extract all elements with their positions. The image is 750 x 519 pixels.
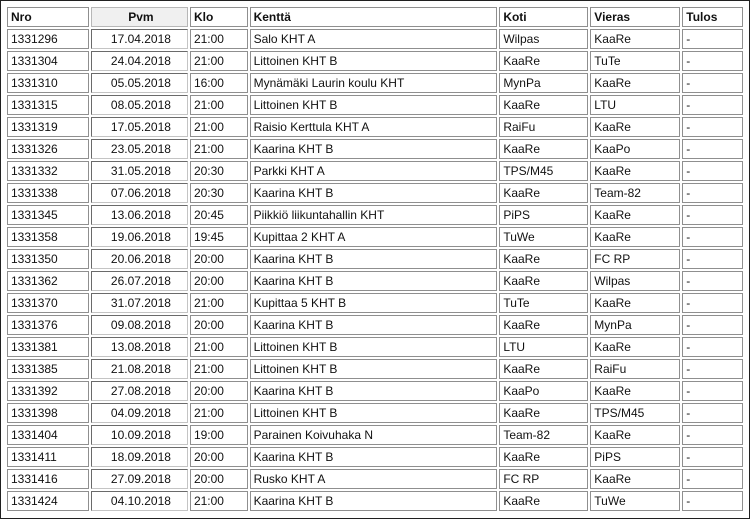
cell-vieras: KaaRe <box>590 29 680 49</box>
cell-kentta: Raisio Kerttula KHT A <box>250 117 498 137</box>
cell-tulos: - <box>682 403 743 423</box>
table-row <box>7 337 743 357</box>
cell-kentta: Littoinen KHT B <box>250 95 498 115</box>
cell-koti: KaaRe <box>499 491 588 511</box>
cell-vieras: KaaPo <box>590 139 680 159</box>
cell-klo: 19:45 <box>190 227 248 247</box>
cell-tulos: - <box>682 95 743 115</box>
cell-nro: 1331404 <box>7 425 89 445</box>
cell-pvm: 26.07.2018 <box>91 271 188 291</box>
cell-kentta: Kaarina KHT B <box>250 315 498 335</box>
cell-tulos: - <box>682 469 743 489</box>
cell-koti: FC RP <box>499 469 588 489</box>
cell-vieras: TuWe <box>590 491 680 511</box>
cell-kentta: Parkki KHT A <box>250 161 498 181</box>
cell-pvm: 10.09.2018 <box>91 425 188 445</box>
cell-kentta: Kaarina KHT B <box>250 491 498 511</box>
cell-nro: 1331381 <box>7 337 89 357</box>
cell-koti: TuWe <box>499 227 588 247</box>
table-row <box>7 359 743 379</box>
cell-pvm: 17.05.2018 <box>91 117 188 137</box>
table-row <box>7 95 743 115</box>
cell-tulos: - <box>682 161 743 181</box>
cell-kentta: Littoinen KHT B <box>250 403 498 423</box>
cell-kentta: Littoinen KHT B <box>250 337 498 357</box>
table-row <box>7 491 743 511</box>
cell-vieras: TPS/M45 <box>590 403 680 423</box>
cell-nro: 1331332 <box>7 161 89 181</box>
cell-koti: KaaPo <box>499 381 588 401</box>
cell-klo: 20:00 <box>190 271 248 291</box>
cell-klo: 21:00 <box>190 337 248 357</box>
cell-pvm: 24.04.2018 <box>91 51 188 71</box>
cell-klo: 20:00 <box>190 381 248 401</box>
column-header-pvm-sort-button[interactable]: Pvm <box>91 7 188 27</box>
table-row <box>7 29 743 49</box>
cell-pvm: 13.08.2018 <box>91 337 188 357</box>
cell-vieras: KaaRe <box>590 425 680 445</box>
table-row <box>7 469 743 489</box>
cell-vieras: KaaRe <box>590 469 680 489</box>
cell-koti: TuTe <box>499 293 588 313</box>
cell-vieras: TuTe <box>590 51 680 71</box>
cell-kentta: Rusko KHT A <box>250 469 498 489</box>
cell-klo: 21:00 <box>190 293 248 313</box>
cell-kentta: Kupittaa 2 KHT A <box>250 227 498 247</box>
cell-vieras: MynPa <box>590 315 680 335</box>
cell-nro: 1331310 <box>7 73 89 93</box>
cell-nro: 1331424 <box>7 491 89 511</box>
cell-vieras: KaaRe <box>590 381 680 401</box>
cell-pvm: 13.06.2018 <box>91 205 188 225</box>
table-row <box>7 227 743 247</box>
cell-nro: 1331385 <box>7 359 89 379</box>
cell-kentta: Parainen Koivuhaka N <box>250 425 498 445</box>
cell-koti: Wilpas <box>499 29 588 49</box>
cell-klo: 20:30 <box>190 183 248 203</box>
cell-pvm: 21.08.2018 <box>91 359 188 379</box>
match-schedule-table <box>5 5 745 513</box>
cell-kentta: Kaarina KHT B <box>250 447 498 467</box>
cell-klo: 16:00 <box>190 73 248 93</box>
table-row <box>7 425 743 445</box>
table-row <box>7 271 743 291</box>
cell-koti: TPS/M45 <box>499 161 588 181</box>
cell-koti: KaaRe <box>499 315 588 335</box>
cell-tulos: - <box>682 337 743 357</box>
cell-pvm: 23.05.2018 <box>91 139 188 159</box>
cell-kentta: Piikkiö liikuntahallin KHT <box>250 205 498 225</box>
cell-nro: 1331319 <box>7 117 89 137</box>
cell-vieras: Wilpas <box>590 271 680 291</box>
cell-pvm: 27.08.2018 <box>91 381 188 401</box>
cell-kentta: Kaarina KHT B <box>250 249 498 269</box>
table-row <box>7 73 743 93</box>
column-header-tulos: Tulos <box>682 7 743 27</box>
cell-koti: MynPa <box>499 73 588 93</box>
cell-nro: 1331376 <box>7 315 89 335</box>
cell-nro: 1331296 <box>7 29 89 49</box>
cell-vieras: KaaRe <box>590 293 680 313</box>
column-header-klo: Klo <box>190 7 248 27</box>
cell-koti: PiPS <box>499 205 588 225</box>
cell-koti: Team-82 <box>499 425 588 445</box>
cell-klo: 20:00 <box>190 249 248 269</box>
cell-vieras: KaaRe <box>590 73 680 93</box>
cell-klo: 20:00 <box>190 447 248 467</box>
cell-vieras: KaaRe <box>590 205 680 225</box>
cell-klo: 21:00 <box>190 403 248 423</box>
cell-vieras: KaaRe <box>590 337 680 357</box>
cell-nro: 1331350 <box>7 249 89 269</box>
cell-kentta: Littoinen KHT B <box>250 359 498 379</box>
cell-tulos: - <box>682 447 743 467</box>
cell-tulos: - <box>682 205 743 225</box>
cell-vieras: PiPS <box>590 447 680 467</box>
table-row <box>7 293 743 313</box>
cell-tulos: - <box>682 73 743 93</box>
cell-vieras: KaaRe <box>590 117 680 137</box>
cell-tulos: - <box>682 491 743 511</box>
cell-tulos: - <box>682 293 743 313</box>
cell-koti: KaaRe <box>499 183 588 203</box>
cell-nro: 1331362 <box>7 271 89 291</box>
cell-vieras: Team-82 <box>590 183 680 203</box>
column-header-nro: Nro <box>7 7 89 27</box>
cell-pvm: 04.09.2018 <box>91 403 188 423</box>
cell-pvm: 05.05.2018 <box>91 73 188 93</box>
cell-koti: KaaRe <box>499 95 588 115</box>
cell-pvm: 18.09.2018 <box>91 447 188 467</box>
cell-vieras: RaiFu <box>590 359 680 379</box>
cell-tulos: - <box>682 271 743 291</box>
cell-klo: 21:00 <box>190 117 248 137</box>
cell-pvm: 08.05.2018 <box>91 95 188 115</box>
cell-kentta: Littoinen KHT B <box>250 51 498 71</box>
cell-nro: 1331416 <box>7 469 89 489</box>
cell-koti: KaaRe <box>499 447 588 467</box>
cell-nro: 1331315 <box>7 95 89 115</box>
cell-klo: 21:00 <box>190 139 248 159</box>
cell-kentta: Salo KHT A <box>250 29 498 49</box>
cell-pvm: 19.06.2018 <box>91 227 188 247</box>
cell-kentta: Kupittaa 5 KHT B <box>250 293 498 313</box>
column-header-kentta: Kenttä <box>250 7 498 27</box>
cell-koti: LTU <box>499 337 588 357</box>
cell-koti: KaaRe <box>499 271 588 291</box>
cell-vieras: LTU <box>590 95 680 115</box>
cell-klo: 20:00 <box>190 315 248 335</box>
cell-tulos: - <box>682 139 743 159</box>
cell-klo: 20:45 <box>190 205 248 225</box>
cell-tulos: - <box>682 51 743 71</box>
cell-koti: KaaRe <box>499 359 588 379</box>
cell-vieras: KaaRe <box>590 161 680 181</box>
cell-koti: KaaRe <box>499 249 588 269</box>
cell-nro: 1331370 <box>7 293 89 313</box>
table-row <box>7 117 743 137</box>
table-row <box>7 403 743 423</box>
cell-nro: 1331345 <box>7 205 89 225</box>
cell-tulos: - <box>682 183 743 203</box>
cell-klo: 20:00 <box>190 469 248 489</box>
cell-kentta: Kaarina KHT B <box>250 271 498 291</box>
table-header-row <box>7 7 743 27</box>
cell-pvm: 31.07.2018 <box>91 293 188 313</box>
cell-tulos: - <box>682 425 743 445</box>
cell-tulos: - <box>682 117 743 137</box>
cell-klo: 20:30 <box>190 161 248 181</box>
cell-kentta: Kaarina KHT B <box>250 381 498 401</box>
cell-tulos: - <box>682 227 743 247</box>
table-row <box>7 51 743 71</box>
cell-nro: 1331326 <box>7 139 89 159</box>
table-row <box>7 447 743 467</box>
cell-nro: 1331398 <box>7 403 89 423</box>
cell-pvm: 04.10.2018 <box>91 491 188 511</box>
cell-koti: KaaRe <box>499 139 588 159</box>
cell-tulos: - <box>682 359 743 379</box>
cell-nro: 1331304 <box>7 51 89 71</box>
cell-tulos: - <box>682 315 743 335</box>
cell-pvm: 20.06.2018 <box>91 249 188 269</box>
cell-klo: 21:00 <box>190 51 248 71</box>
cell-klo: 21:00 <box>190 359 248 379</box>
table-body <box>7 29 743 511</box>
cell-pvm: 27.09.2018 <box>91 469 188 489</box>
cell-tulos: - <box>682 381 743 401</box>
table-row <box>7 381 743 401</box>
cell-klo: 21:00 <box>190 491 248 511</box>
cell-klo: 21:00 <box>190 95 248 115</box>
cell-pvm: 31.05.2018 <box>91 161 188 181</box>
table-row <box>7 249 743 269</box>
cell-kentta: Kaarina KHT B <box>250 139 498 159</box>
column-header-koti: Koti <box>499 7 588 27</box>
cell-kentta: Kaarina KHT B <box>250 183 498 203</box>
cell-nro: 1331392 <box>7 381 89 401</box>
column-header-vieras: Vieras <box>590 7 680 27</box>
cell-vieras: FC RP <box>590 249 680 269</box>
cell-pvm: 07.06.2018 <box>91 183 188 203</box>
cell-pvm: 09.08.2018 <box>91 315 188 335</box>
cell-kentta: Mynämäki Laurin koulu KHT <box>250 73 498 93</box>
cell-koti: RaiFu <box>499 117 588 137</box>
table-row <box>7 139 743 159</box>
table-row <box>7 183 743 203</box>
table-row <box>7 161 743 181</box>
table-row <box>7 205 743 225</box>
cell-nro: 1331411 <box>7 447 89 467</box>
cell-nro: 1331358 <box>7 227 89 247</box>
table-row <box>7 315 743 335</box>
cell-klo: 21:00 <box>190 29 248 49</box>
cell-nro: 1331338 <box>7 183 89 203</box>
cell-vieras: KaaRe <box>590 227 680 247</box>
cell-klo: 19:00 <box>190 425 248 445</box>
cell-koti: KaaRe <box>499 403 588 423</box>
cell-koti: KaaRe <box>499 51 588 71</box>
cell-tulos: - <box>682 249 743 269</box>
cell-tulos: - <box>682 29 743 49</box>
cell-pvm: 17.04.2018 <box>91 29 188 49</box>
